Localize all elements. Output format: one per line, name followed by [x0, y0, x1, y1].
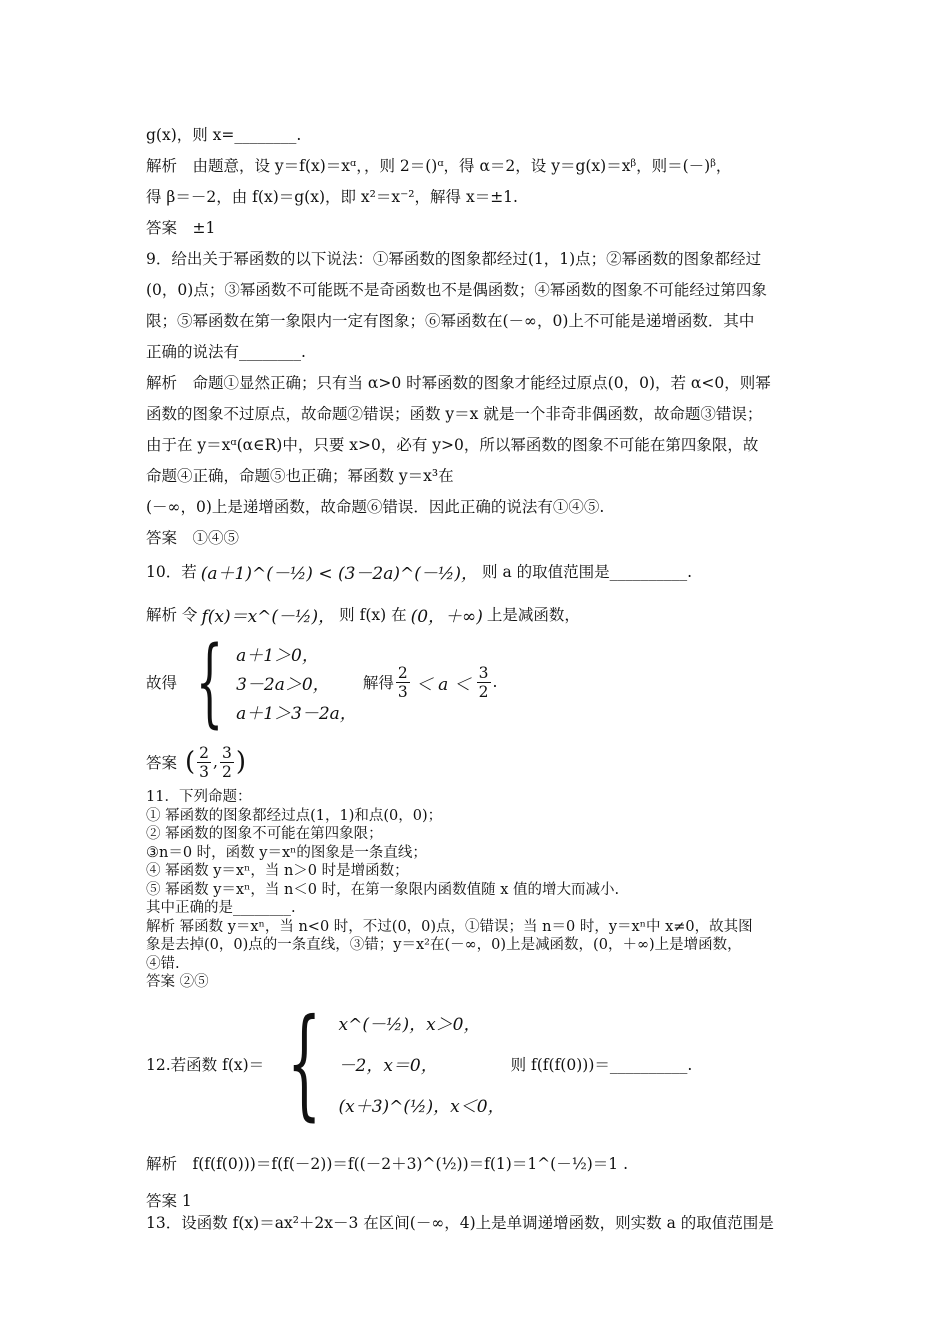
text-line: 解析 命题①显然正确；只有当 α>0 时幂函数的图象才能经过原点(0，0)，若 α<0，则幂 [146, 374, 771, 392]
piecewise-function: { x^(－½)，x＞0， －2，x＝0， (x＋3)^(½)，x＜0， [287, 993, 505, 1133]
text-line: 解析 由题意，设 y＝f(x)＝xᵅ，，则 2＝()ᵅ，得 α＝2，设 y＝g(x)＝xᵝ，则＝(－)ᵝ， [146, 157, 732, 175]
text-line: 象是去掉(0，0)点的一条直线，③错；y＝x²在(－∞，0)上是减函数，(0，＋∞)上是增函数， [146, 937, 742, 953]
fraction: $\frac{2}{3}$ [397, 663, 408, 701]
text-line: 命题④正确，命题⑤也正确；幂函数 y＝x³在 [146, 467, 454, 485]
answer-line: 答案 ②⑤ [146, 974, 209, 990]
text-line: 限；⑤幂函数在第一象限内一定有图象；⑥幂函数在(－∞，0)上不可能是递增函数．其中 [146, 312, 755, 330]
text-line: 得 β＝－2，由 f(x)＝g(x)，即 x²＝x⁻²，解得 x＝±1. [146, 188, 518, 206]
question-13: 13．设函数 f(x)＝ax²＋2x－3 在区间(－∞，4)上是单调递增函数，则实数 a 的取值范围是 [146, 1213, 774, 1232]
inequality-system: { a＋1＞0， 3－2a＞0， a＋1＞3－2a， [195, 626, 357, 738]
text-line: ③n＝0 时，函数 y＝xⁿ的图象是一条直线； [146, 844, 427, 861]
answer-line: 答案 1 [146, 1191, 192, 1210]
answer-line: 答案 ±1 [146, 219, 216, 237]
prev-question-tail [146, 120, 816, 244]
question-11 [146, 788, 816, 992]
text-line: 其中正确的是________. [146, 900, 296, 916]
text-line: 由于在 y＝xᵅ(α∈R)中，只要 x>0，必有 y>0，所以幂函数的图象不可能在第四象限，故 [146, 436, 759, 454]
question-12 [146, 993, 816, 1234]
text-line: 解析 幂函数 y＝xⁿ，当 n<0 时，不过(0，0)点，①错误；当 n＝0 时，y＝xⁿ中 x≠0，故其图 [146, 918, 753, 935]
document-page [146, 120, 816, 1234]
q10-stem: 10．若 (a＋1)^(－½) < (3－2a)^(－½)， 则 a 的取值范围是__________. [146, 554, 816, 588]
fraction: $\frac{3}{2}$ [478, 663, 489, 701]
answer-line: 答案 ①④⑤ [146, 529, 240, 547]
q10-solution-line: 解析 令 f(x)＝x^(－½)， 则 f(x) 在 (0，＋∞) 上是减函数， [146, 606, 580, 627]
text-line: ④错. [146, 955, 180, 972]
text-line: g(x)，则 x=________. [146, 126, 302, 144]
text-line: 9．给出关于幂函数的以下说法：①幂函数的图象都经过(1，1)点；②幂函数的图象都经过 [146, 250, 762, 268]
text-line: (0，0)点；③幂函数不可能既不是奇函数也不是偶函数；④幂函数的图象不可能经过第四象 [146, 281, 767, 299]
left-brace: { [287, 993, 322, 1133]
left-brace: { [195, 626, 224, 738]
inequality-formula: (a＋1)^(－½) < (3－2a)^(－½)， [200, 563, 479, 584]
text-line: ① 幂函数的图象都经过点(1，1)和点(0，0)； [146, 807, 443, 824]
q12-stem: 12.若函数 f(x)＝ { x^(－½)，x＞0， －2，x＝0， (x＋3)^(½)，x＜0， 则 f(f(f(0)))＝__________. [146, 993, 693, 1133]
q10-system: 故得 { a＋1＞0， 3－2a＞0， a＋1＞3－2a， 解得 $\frac{2}{3}$ ＜ a ＜ $\frac{3}{2}$ . [146, 626, 498, 738]
q10-answer: 答案 ( $\frac{2}{3}$ , $\frac{3}{2}$ ) [146, 743, 247, 781]
text-line: ⑤ 幂函数 y＝xⁿ，当 n＜0 时，在第一象限内函数值随 x 值的增大而减小. [146, 881, 620, 898]
text-line: ④ 幂函数 y＝xⁿ，当 n＞0 时是增函数； [146, 863, 409, 879]
q12-solution: 解析 f(f(f(0)))＝f(f(－2))＝f((－2＋3)^(½))＝f(1)＝1^(－½)＝1 . [146, 1154, 629, 1173]
text-line: 函数的图象不过原点，故命题②错误；函数 y＝x 就是一个非奇非偶函数，故命题③错误； [146, 405, 763, 423]
question-10 [146, 554, 816, 784]
text-line: (－∞，0)上是递增函数，故命题⑥错误．因此正确的说法有①④⑤. [146, 498, 605, 516]
question-9 [146, 244, 816, 554]
text-line: ② 幂函数的图象不可能在第四象限； [146, 826, 383, 842]
text-line: 11．下列命题： [146, 789, 252, 805]
text-line: 正确的说法有________. [146, 343, 306, 361]
